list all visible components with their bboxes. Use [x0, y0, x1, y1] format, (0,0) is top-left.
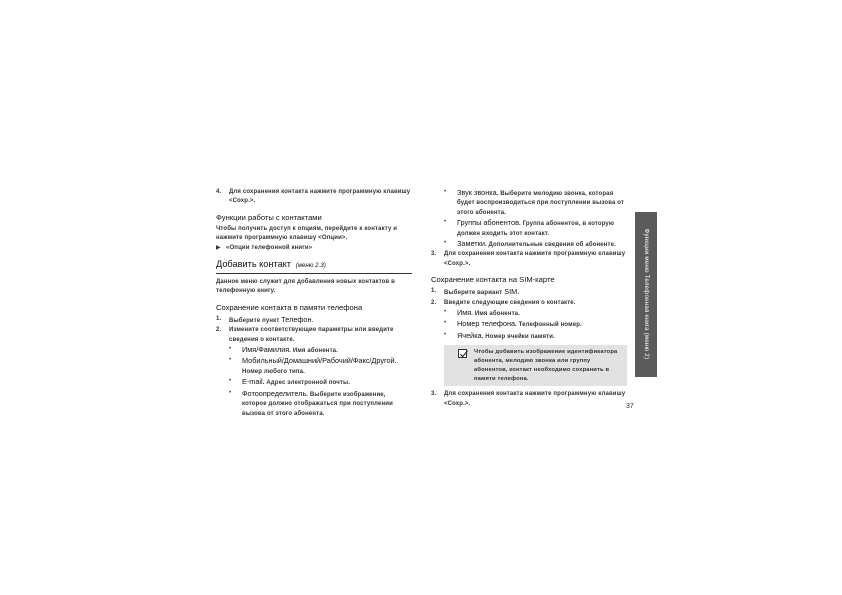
step-4 — [216, 188, 412, 207]
step-lead: SIM. — [504, 287, 520, 297]
bullet-item — [431, 239, 627, 250]
bullet-lead: Мобильный/Домашний/Рабочий/Факс/Другой — [242, 356, 395, 366]
bullet-lead: E-mail — [242, 377, 263, 387]
functions-text: Чтобы получить доступ к опциям, перейдите к контакту и нажмите программную клавишу <Опции>. — [216, 225, 398, 242]
step-number: 1. — [216, 315, 222, 322]
bullet-item — [216, 389, 412, 419]
page-number: 37 — [626, 403, 634, 410]
sim-heading: Сохранение контакта на SIM-карте — [431, 275, 555, 285]
bullet-item — [216, 377, 412, 388]
bullet-lead: Имя — [457, 308, 472, 318]
menu-number: (меню 2.3) — [295, 262, 326, 270]
add-contact-heading — [216, 258, 412, 274]
step-text: Для сохранения контакта нажмите программную клавишу <Сохр.>. — [444, 251, 626, 267]
bullet-text: . Номер ячейки памяти. — [481, 333, 555, 340]
sim-step-2 — [431, 299, 627, 308]
bullet-text: . Выберите изображение, которое должно отображаться при поступлении вызова от этого абонента. — [242, 391, 393, 417]
bullet-lead: Ячейка — [457, 330, 482, 340]
note-text: Чтобы добавить изображение идентификатора абонента, мелодию звонка или группу абонентов, контакт необходимо сохранить в памяти телефона. — [474, 349, 618, 382]
bullet-lead: Номер телефона — [457, 319, 516, 329]
bullet-text: . Выберите мелодию звонка, которая будет воспроизводиться при поступлении вызова от этого абонента. — [457, 191, 625, 216]
step-text: Введите следующие сведения о контакте. — [444, 299, 576, 306]
bullet-lead: Заметки — [457, 239, 485, 249]
add-contact-text: Данное меню служит для добавления новых контактов в телефонную книгу. — [216, 279, 396, 295]
bullet-lead: Звук звонка — [457, 188, 497, 197]
step-text: Выберите вариант — [444, 290, 505, 297]
right-column — [431, 188, 627, 409]
bullet-text: . Имя абонента. — [289, 348, 338, 355]
left-column — [216, 188, 412, 419]
step-number: 4. — [216, 189, 222, 195]
step-number: 1. — [431, 288, 437, 295]
step-number: 3. — [431, 251, 437, 258]
arrow-right-icon: ▶ — [216, 244, 221, 251]
bullet-text: . Телефонный номер. — [515, 322, 582, 329]
step-text: Выберите пункт — [229, 317, 282, 324]
bullet-text: . Номер любого типа. — [242, 359, 397, 375]
functions-heading: Функции работы с контактами — [216, 212, 322, 222]
bullet-text: . Группа абонентов, в которую должен входить этот контакт. — [457, 221, 615, 237]
step-number: 2. — [431, 299, 437, 306]
bullet-lead: Группы абонентов — [457, 218, 519, 228]
bullet-lead: Фотоопределитель — [242, 388, 307, 398]
step-text: Для сохранения контакта нажмите программную клавишу <Сохр.>. — [444, 391, 626, 407]
bullet-item — [431, 218, 627, 239]
sim-step-1 — [431, 287, 627, 298]
step-number: 2. — [216, 327, 222, 334]
step-1 — [216, 315, 412, 326]
step-text: Для сохранения контакта нажмите программную клавишу <Сохр.>. — [229, 189, 411, 205]
step-lead: Телефон. — [281, 314, 314, 324]
reference-text: «Опции телефонной книги» — [226, 244, 313, 251]
functions-reference — [216, 244, 412, 253]
step-number: 3. — [431, 391, 437, 398]
add-contact-title: Добавить контакт — [216, 259, 292, 270]
step-2 — [216, 326, 412, 345]
step-3 — [431, 250, 627, 269]
phone-memory-heading: Сохранение контакта в памяти телефона — [216, 302, 363, 312]
bullet-item — [216, 356, 412, 377]
note-box — [444, 345, 627, 386]
bullet-item — [431, 319, 627, 330]
bullet-item — [431, 331, 627, 342]
step-text: Измените соответствующие параметры или введите сведения о контакте. — [229, 327, 394, 343]
bullet-text: . Дополнительные сведения об абоненте. — [484, 242, 616, 249]
bullet-item — [431, 188, 627, 218]
bullet-lead: Имя/Фамилия — [242, 345, 290, 355]
bullet-item — [216, 345, 412, 356]
bullet-text: . Адрес электронной почты. — [262, 380, 351, 387]
bullet-text: . Имя абонента. — [471, 311, 520, 318]
checkbox-note-icon — [458, 349, 467, 358]
side-tab-label: Функции меню Телефонная книга (меню 2) — [643, 228, 649, 360]
bullet-item — [431, 308, 627, 319]
sim-step-3 — [431, 390, 627, 409]
